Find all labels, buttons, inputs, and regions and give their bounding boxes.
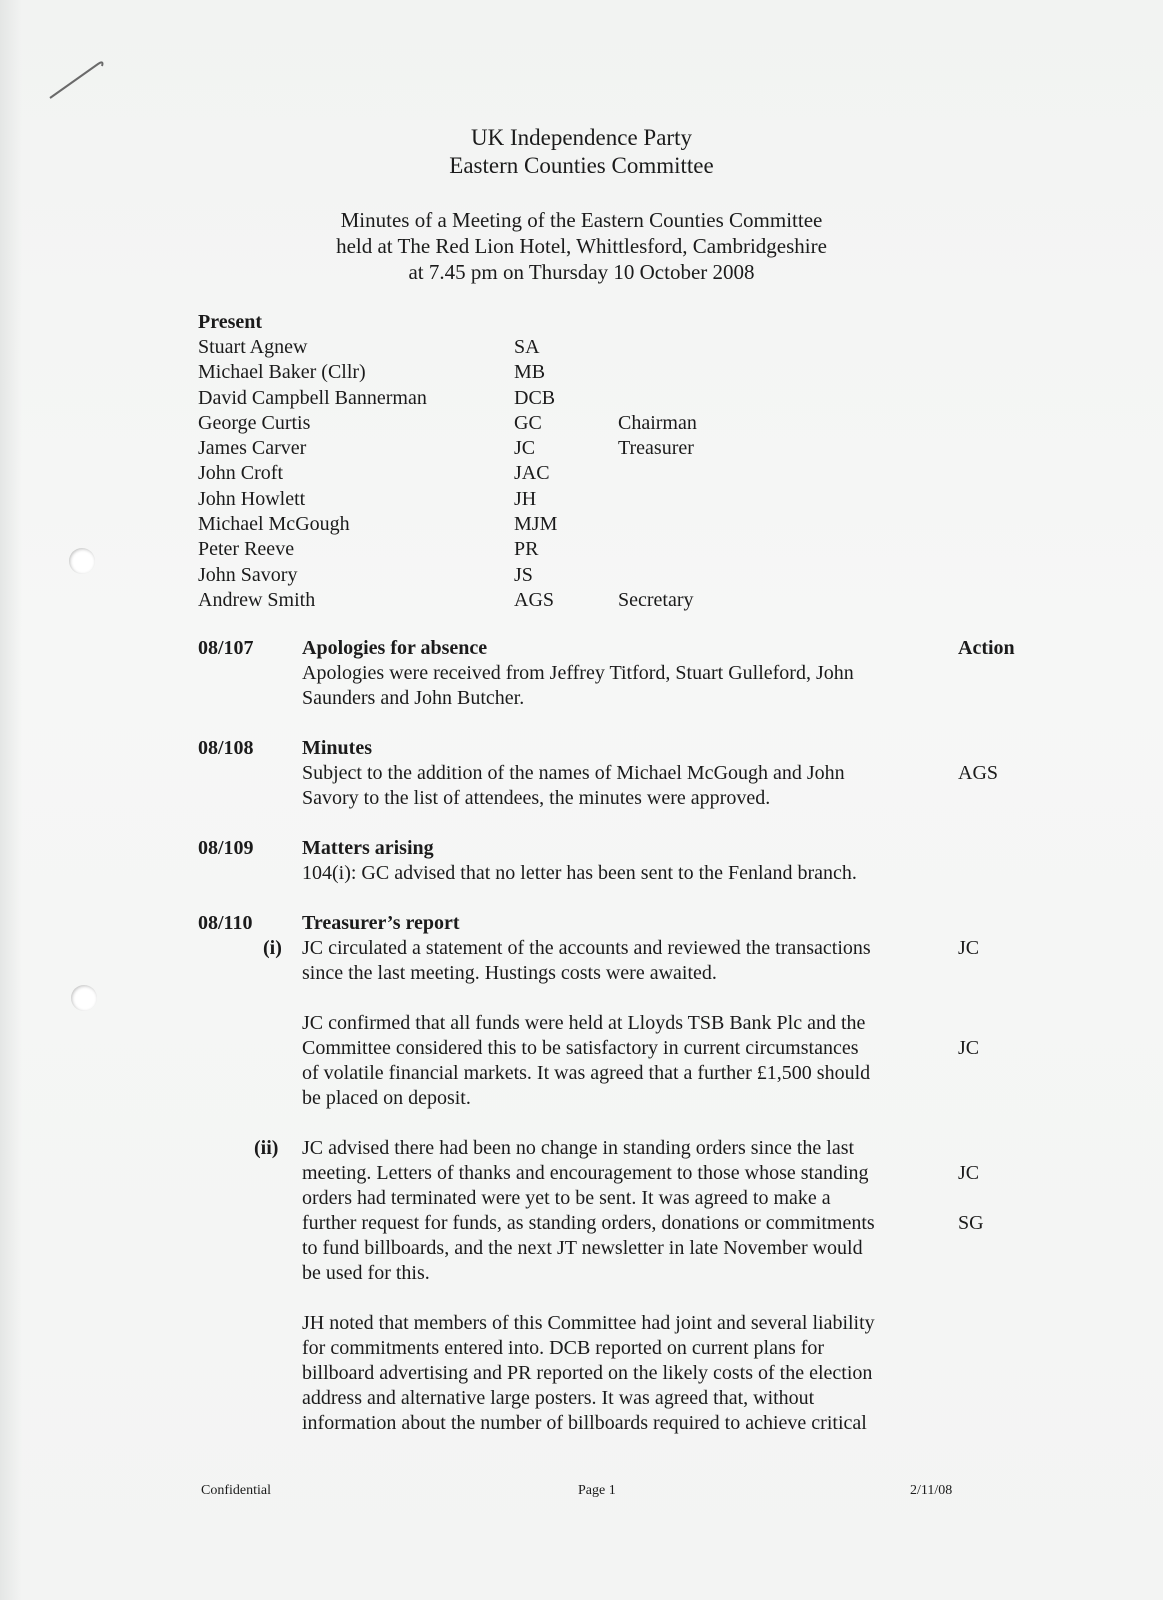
attendee-name: John Savory (198, 563, 298, 586)
attendee-name: Stuart Agnew (198, 336, 308, 358)
body-line: orders had terminated were yet to be sent. It was agreed to make a (302, 1187, 831, 1209)
item-heading: Apologies for absence (302, 637, 488, 659)
attendee-row (198, 512, 558, 537)
attendee-row (198, 335, 540, 360)
item-number: 08/108 (198, 737, 254, 759)
item-heading: Treasurer’s report (302, 912, 460, 934)
attendee-initials: PR (514, 538, 539, 561)
body-line: information about the number of billboards required to achieve critical (302, 1412, 867, 1434)
attendee-initials: MJM (514, 513, 558, 536)
body-line: be used for this. (302, 1262, 430, 1284)
committee-name: Eastern Counties Committee (449, 153, 714, 178)
body-line: address and alternative large posters. It was agreed that, without (302, 1387, 815, 1409)
attendee-name: Andrew Smith (198, 588, 316, 611)
present-list (198, 310, 697, 613)
attendee-row (198, 360, 546, 385)
attendee-initials: AGS (514, 588, 555, 611)
attendee-role: Treasurer (618, 437, 694, 460)
body-line: since the last meeting. Hustings costs were awaited. (302, 962, 717, 984)
footer-confidential: Confidential (201, 1483, 271, 1498)
attendee-rows (198, 335, 697, 613)
staple-mark-icon (46, 56, 116, 102)
action-initials: JC (958, 1037, 980, 1059)
present-heading: Present (198, 311, 263, 333)
document-title (0, 124, 1163, 180)
minutes-title: Minutes of a Meeting of the Eastern Counties Committee (340, 208, 823, 232)
attendee-initials: JH (514, 487, 537, 510)
attendee-name: John Howlett (198, 487, 306, 510)
body-line: to fund billboards, and the next JT newsletter in late November would (302, 1237, 863, 1259)
attendee-initials: GC (514, 411, 542, 434)
item-heading: Minutes (302, 737, 372, 759)
attendee-name: Michael McGough (198, 513, 350, 536)
sub-item-label: (ii) (254, 1137, 279, 1159)
punch-hole-icon (71, 985, 97, 1011)
attendee-name: James Carver (198, 437, 307, 460)
attendee-initials: DCB (514, 386, 556, 409)
action-initials: SG (958, 1212, 984, 1234)
body-line: of volatile financial markets. It was agreed that a further £1,500 should (302, 1062, 871, 1084)
body-line: Saunders and John Butcher. (302, 687, 525, 709)
attendee-name: David Campbell Bannerman (198, 386, 427, 409)
attendee-initials: JS (514, 563, 533, 586)
footer-date: 2/11/08 (910, 1483, 953, 1498)
action-initials: AGS (958, 762, 999, 784)
attendee-row (198, 563, 533, 588)
body-line: Apologies were received from Jeffrey Titford, Stuart Gulleford, John (302, 662, 854, 684)
body-line: be placed on deposit. (302, 1087, 471, 1109)
body-line: Savory to the list of attendees, the minutes were approved. (302, 787, 771, 809)
meeting-datetime: at 7.45 pm on Thursday 10 October 2008 (408, 260, 755, 284)
body-line: JC circulated a statement of the accounts and reviewed the transactions (302, 937, 871, 959)
attendee-role: Secretary (618, 588, 694, 611)
attendee-row (198, 411, 697, 436)
item-heading: Matters arising (302, 837, 434, 859)
attendee-row (198, 487, 537, 512)
item-number: 08/109 (198, 837, 254, 859)
item-number: 08/110 (198, 912, 253, 934)
attendee-name: Peter Reeve (198, 538, 295, 561)
attendee-role: Chairman (618, 411, 697, 434)
attendee-initials: JC (514, 437, 536, 460)
item-number: 08/107 (198, 637, 254, 659)
meeting-venue: held at The Red Lion Hotel, Whittlesford, Cambridgeshire (336, 234, 827, 258)
body-line: 104(i): GC advised that no letter has been sent to the Fenland branch. (302, 862, 857, 884)
attendee-row (198, 461, 550, 486)
attendee-initials: SA (514, 336, 540, 358)
action-initials: JC (958, 1162, 980, 1184)
body-line: meeting. Letters of thanks and encouragement to those whose standing (302, 1162, 869, 1184)
body-line: Committee considered this to be satisfactory in current circumstances (302, 1037, 859, 1059)
body-line: for commitments entered into. DCB reported on current plans for (302, 1337, 825, 1359)
meeting-details (0, 207, 1163, 285)
attendee-row (198, 436, 694, 461)
party-name: UK Independence Party (471, 125, 692, 150)
attendee-row (198, 386, 556, 411)
action-initials: JC (958, 937, 980, 959)
body-line: billboard advertising and PR reported on the likely costs of the election (302, 1362, 873, 1384)
attendee-row (198, 537, 539, 562)
attendee-initials: JAC (514, 462, 550, 485)
attendee-row (198, 588, 694, 613)
attendee-name: Michael Baker (Cllr) (198, 361, 366, 384)
attendee-name: George Curtis (198, 411, 311, 434)
attendee-initials: MB (514, 361, 546, 384)
body-line: Subject to the addition of the names of Michael McGough and John (302, 762, 845, 784)
punch-hole-icon (69, 548, 95, 574)
action-column-heading: Action (958, 637, 1015, 659)
attendee-name: John Croft (198, 462, 283, 485)
footer-page-number: Page 1 (578, 1483, 616, 1498)
body-line: JC confirmed that all funds were held at Lloyds TSB Bank Plc and the (302, 1012, 866, 1034)
sub-item-label: (i) (263, 937, 282, 959)
body-line: JC advised there had been no change in standing orders since the last (302, 1137, 855, 1159)
body-line: JH noted that members of this Committee had joint and several liability (302, 1312, 875, 1334)
body-line: further request for funds, as standing orders, donations or commitments (302, 1212, 875, 1234)
